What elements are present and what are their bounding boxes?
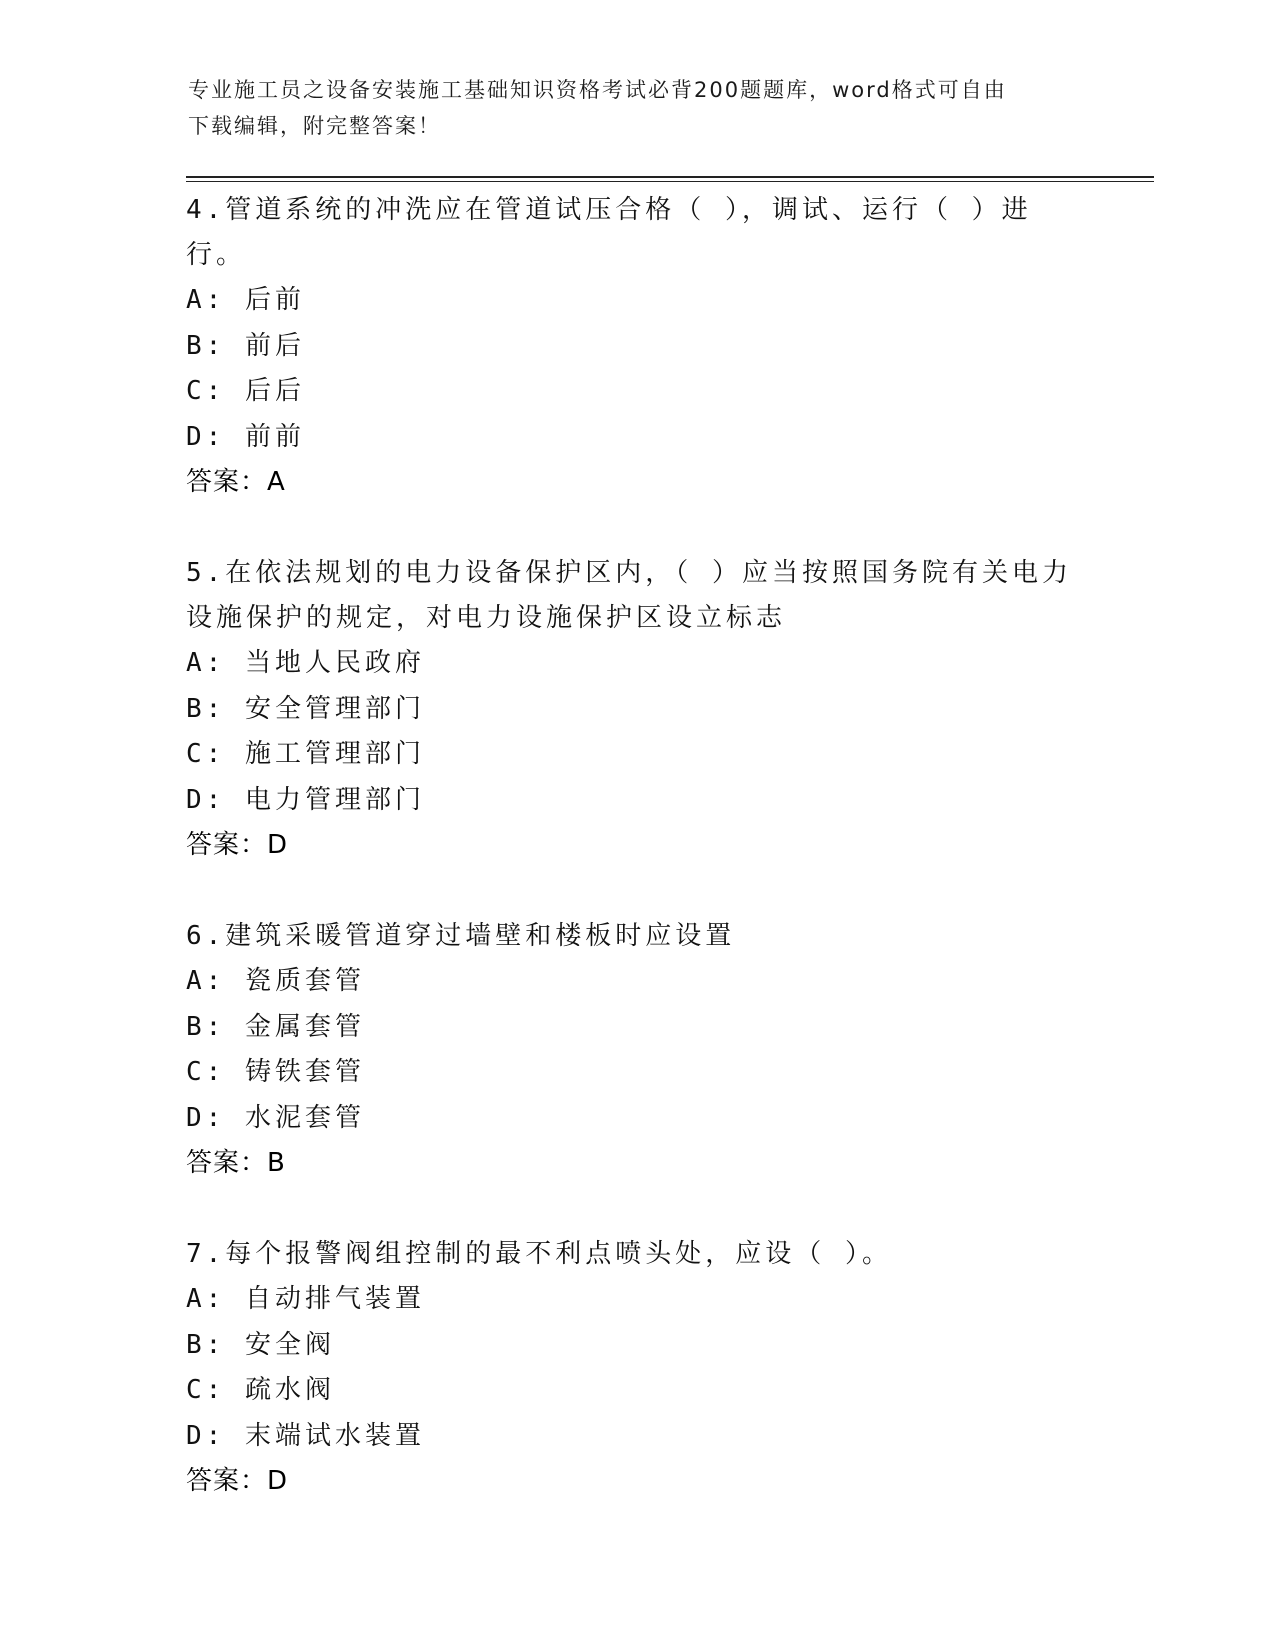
- option-d: D: 前前: [186, 421, 305, 452]
- option-b: B: 安全阀: [186, 1329, 335, 1360]
- option-b: B: 金属套管: [186, 1011, 365, 1042]
- option-c: C: 铸铁套管: [186, 1057, 365, 1087]
- option-b: B: 安全管理部门: [186, 693, 425, 724]
- option-c: C: 疏水阀: [186, 1375, 335, 1405]
- header-divider-thin: [186, 181, 1154, 182]
- header-line-1: 专业施工员之设备安装施工基础知识资格考试必背200题题库，word格式可自由: [188, 78, 1007, 102]
- option-c: C: 施工管理部门: [186, 739, 425, 769]
- answer-label: 答案：D: [186, 1466, 289, 1496]
- option-b: B: 前后: [186, 330, 305, 361]
- answer-label: 答案：B: [186, 1148, 286, 1178]
- question-7: [186, 1232, 1086, 1504]
- answer-label: 答案：A: [186, 467, 286, 497]
- option-a: A: 后前: [186, 285, 305, 315]
- answer-label: 答案：D: [186, 830, 289, 860]
- option-d: D: 末端试水装置: [186, 1420, 425, 1451]
- option-a: A: 瓷质套管: [186, 966, 365, 996]
- header-divider-thick: [186, 176, 1154, 178]
- question-5: [186, 551, 1086, 868]
- option-a: A: 自动排气装置: [186, 1284, 425, 1314]
- question-4: [186, 188, 1086, 505]
- question-text: 6.建筑采暖管道穿过墙壁和楼板时应设置: [186, 921, 736, 951]
- question-text: 5.在依法规划的电力设备保护区内，（ ）应当按照国务院有关电力设施保护的规定，对电力设施保护区设立标志: [186, 558, 1072, 633]
- question-text: 4.管道系统的冲洗应在管道试压合格（ ），调试、运行（ ）进行。: [186, 195, 1032, 270]
- document-header: [188, 72, 1068, 144]
- question-6: [186, 914, 1086, 1186]
- option-d: D: 水泥套管: [186, 1102, 365, 1133]
- option-a: A: 当地人民政府: [186, 648, 425, 678]
- header-line-2: 下载编辑，附完整答案！: [188, 114, 441, 138]
- question-text: 7.每个报警阀组控制的最不利点喷头处，应设（ ）。: [186, 1239, 892, 1269]
- option-c: C: 后后: [186, 376, 305, 406]
- question-list: [186, 188, 1086, 1550]
- option-d: D: 电力管理部门: [186, 784, 425, 815]
